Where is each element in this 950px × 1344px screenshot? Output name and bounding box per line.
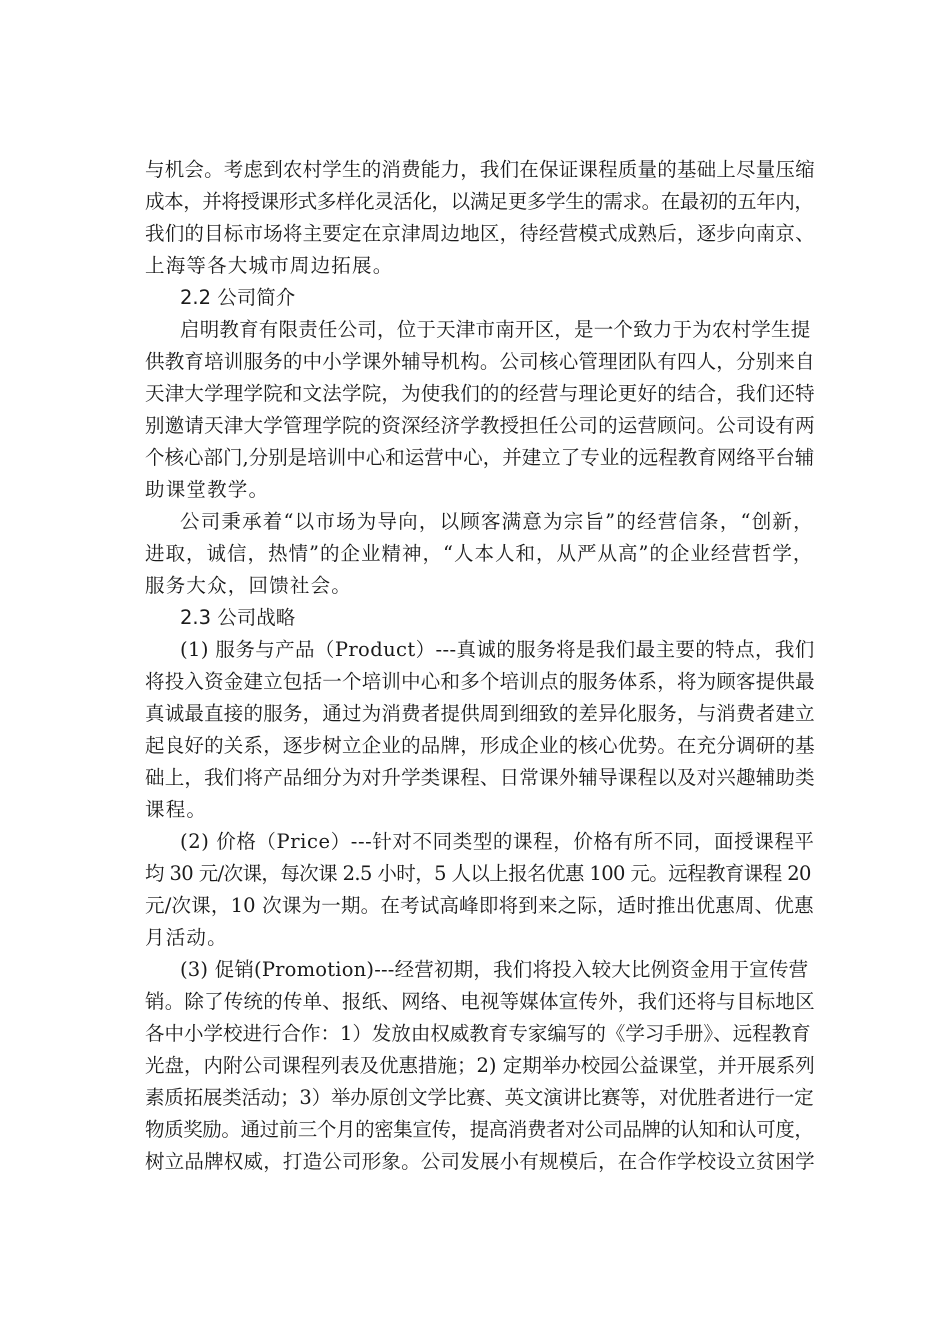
- paragraph-line: (3) 促销(Promotion)---经营初期，我们将投入较大比例资金用于宣传营: [180, 958, 809, 981]
- section-heading: 2.3 公司战略: [180, 606, 296, 629]
- paragraph-line: 各中小学校进行合作：1）发放由权威教育专家编写的《学习手册》、远程教育: [145, 1022, 811, 1045]
- paragraph-line: 成本，并将授课形式多样化灵活化，以满足更多学生的需求。在最初的五年内，: [145, 190, 814, 213]
- paragraph-line: 公司秉承着“以市场为导向，以顾客满意为宗旨”的经营信条，“创新，: [180, 510, 814, 533]
- paragraph-line: 别邀请天津大学管理学院的资深经济学教授担任公司的运营顾问。公司设有两: [145, 414, 815, 437]
- paragraph-line: 与机会。考虑到农村学生的消费能力，我们在保证课程质量的基础上尽量压缩: [145, 158, 815, 181]
- paragraph-line: 起良好的关系，逐步树立企业的品牌，形成企业的核心优势。在充分调研的基: [145, 734, 815, 757]
- paragraph-line: (1) 服务与产品（Product）---真诚的服务将是我们最主要的特点，我们: [180, 638, 815, 661]
- paragraph-line: 础上，我们将产品细分为对升学类课程、日常课外辅导课程以及对兴趣辅助类: [145, 766, 815, 789]
- paragraph-line: 上海等各大城市周边拓展。: [145, 254, 394, 277]
- paragraph-line: 树立品牌权威，打造公司形象。公司发展小有规模后，在合作学校设立贫困学: [145, 1150, 815, 1173]
- paragraph-line: 进取，诚信，热情”的企业精神，“人本人和，从严从高”的企业经营哲学，: [145, 542, 814, 565]
- paragraph-line: 我们的目标市场将主要定在京津周边地区，待经营模式成熟后，逐步向南京、: [145, 222, 815, 245]
- paragraph-line: 将投入资金建立包括一个培训中心和多个培训点的服务体系，将为顾客提供最: [145, 670, 815, 693]
- section-heading: 2.2 公司简介: [180, 286, 296, 309]
- paragraph-line: 供教育培训服务的中小学课外辅导机构。公司核心管理团队有四人，分别来自: [145, 350, 815, 373]
- paragraph-line: 元/次课，10 次课为一期。在考试高峰即将到来之际，适时推出优惠周、优惠: [145, 894, 814, 917]
- paragraph-line: 物质奖励。通过前三个月的密集宣传，提高消费者对公司品牌的认知和认可度，: [145, 1118, 814, 1141]
- paragraph-line: 光盘，内附公司课程列表及优惠措施；2) 定期举办校园公益课堂，并开展系列: [145, 1054, 815, 1077]
- paragraph-line: 真诚最直接的服务，通过为消费者提供周到细致的差异化服务，与消费者建立: [145, 702, 815, 725]
- paragraph-line: (2) 价格（Price）---针对不同类型的课程，价格有所不同，面授课程平: [180, 830, 815, 853]
- paragraph-line: 个核心部门,分别是培训中心和运营中心，并建立了专业的远程教育网络平台辅: [145, 446, 815, 469]
- paragraph-line: 均 30 元/次课，每次课 2.5 小时，5 人以上报名优惠 100 元。远程教育课程 20: [145, 862, 811, 885]
- paragraph-line: 销。除了传统的传单、报纸、网络、电视等媒体宣传外，我们还将与目标地区: [145, 990, 815, 1013]
- paragraph-line: 课程。: [145, 798, 208, 821]
- paragraph-line: 月活动。: [145, 926, 228, 949]
- paragraph-line: 服务大众，回馈社会。: [145, 574, 353, 597]
- paragraph-line: 天津大学理学院和文法学院，为使我们的的经营与理论更好的结合，我们还特: [145, 382, 815, 405]
- paragraph-line: 素质拓展类活动；3）举办原创文学比赛、英文演讲比赛等，对优胜者进行一定: [145, 1086, 814, 1109]
- paragraph-line: 启明教育有限责任公司，位于天津市南开区，是一个致力于为农村学生提: [180, 318, 811, 341]
- paragraph-line: 助课堂教学。: [145, 478, 270, 501]
